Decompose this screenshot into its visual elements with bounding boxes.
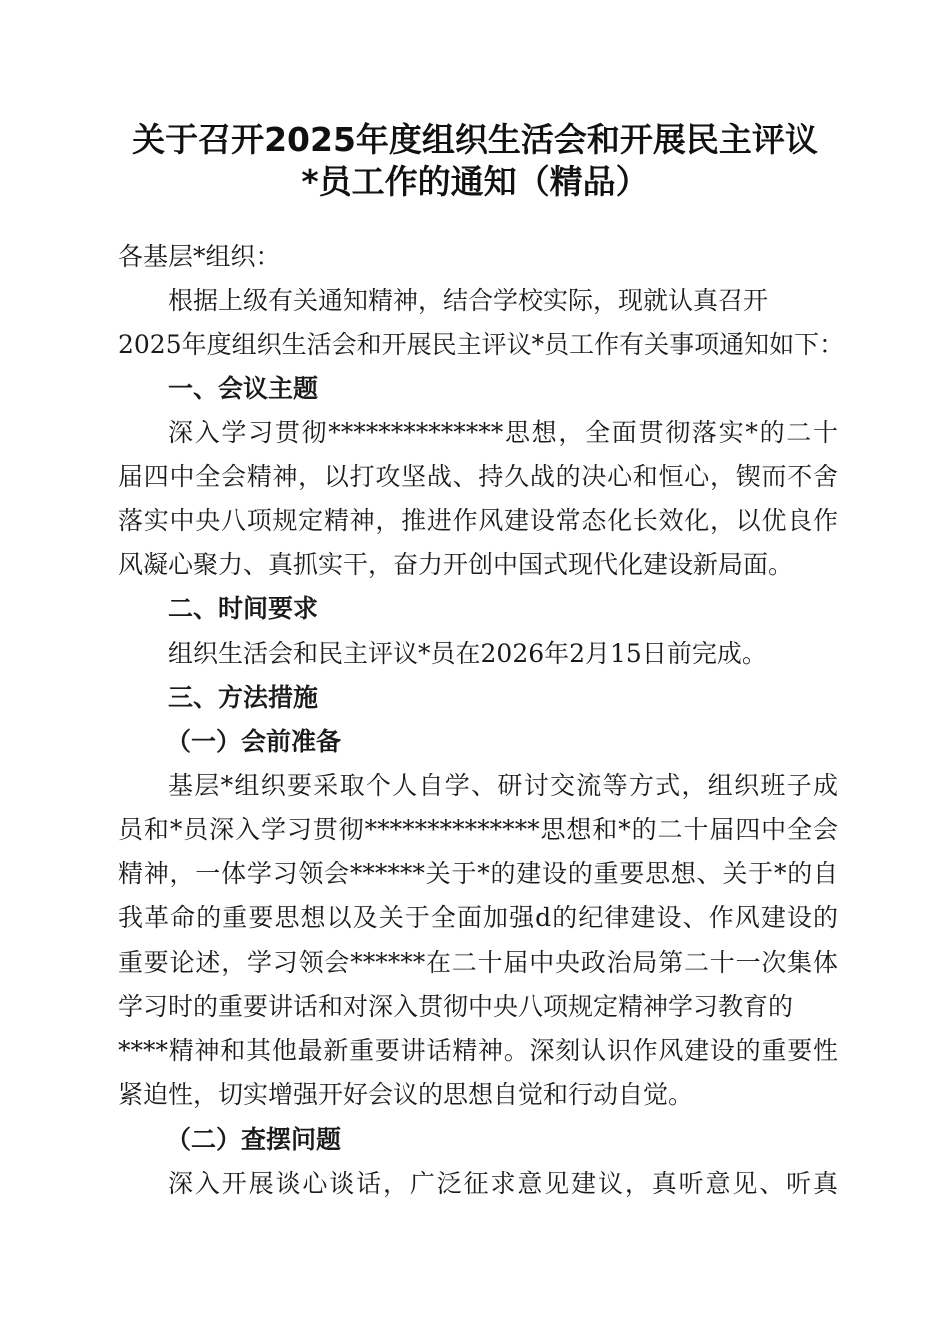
paragraph-line: 基层*组织要采取个人自学、研讨交流等方式，组织班子成	[168, 771, 838, 800]
section-heading-time-requirement: 二、时间要求	[168, 594, 319, 623]
intro-line: 根据上级有关通知精神，结合学校实际，现就认真召开	[168, 286, 769, 315]
paragraph-line: 组织生活会和民主评议*员在2026年2月15日前完成。	[168, 639, 767, 668]
paragraph-line: 落实中央八项规定精神，推进作风建设常态化长效化，以优良作	[118, 506, 838, 535]
paragraph-line: 我革命的重要思想以及关于全面加强d的纪律建设、作风建设的	[118, 903, 838, 932]
paragraph-line: 届四中全会精神，以打攻坚战、持久战的决心和恒心，锲而不舍	[118, 462, 838, 491]
subsection-heading-preparation: （一）会前准备	[166, 727, 342, 756]
subsection-heading-problems: （二）查摆问题	[166, 1125, 342, 1154]
intro-line: 2025年度组织生活会和开展民主评议*员工作有关事项通知如下：	[118, 330, 845, 359]
paragraph-line: 员和*员深入学习贯彻**************思想和*的二十届四中全会	[118, 815, 838, 844]
salutation: 各基层*组织：	[118, 242, 281, 271]
paragraph-line: ****精神和其他最新重要讲话精神。深刻认识作风建设的重要性	[118, 1036, 838, 1065]
paragraph-line: 学习时的重要讲话和对深入贯彻中央八项规定精神学习教育的	[118, 992, 794, 1021]
paragraph-line: 精神，一体学习领会******关于*的建设的重要思想、关于*的自	[118, 859, 838, 888]
document-title-line-1: 关于召开2025年度组织生活会和开展民主评议	[132, 120, 818, 159]
document-title-line-2: *员工作的通知（精品）	[301, 162, 649, 201]
section-heading-meeting-theme: 一、会议主题	[168, 374, 319, 403]
paragraph-line: 深入学习贯彻**************思想，全面贯彻落实*的二十	[168, 418, 838, 447]
paragraph-line: 紧迫性，切实增强开好会议的思想自觉和行动自觉。	[118, 1080, 694, 1109]
paragraph-line: 风凝心聚力、真抓实干，奋力开创中国式现代化建设新局面。	[118, 550, 794, 579]
paragraph-line: 深入开展谈心谈话，广泛征求意见建议，真听意见、听真	[168, 1169, 838, 1198]
section-heading-methods: 三、方法措施	[168, 683, 319, 712]
paragraph-line: 重要论述，学习领会******在二十届中央政治局第二十一次集体	[118, 948, 838, 977]
